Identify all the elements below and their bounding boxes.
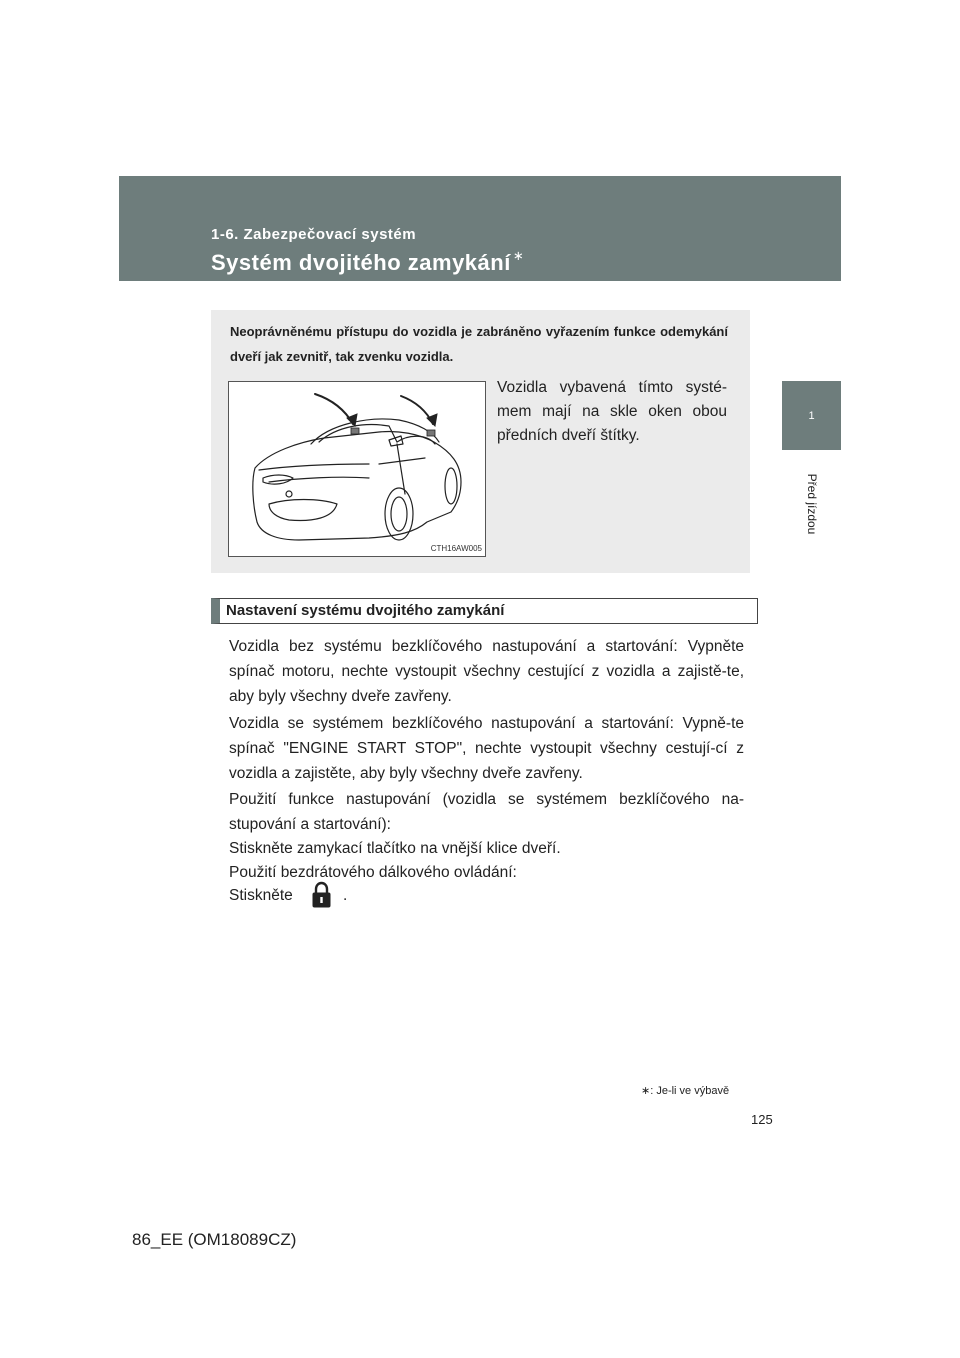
paragraph-smart-key: Vozidla se systémem bezklíčového nastupování a startování: Vypně-te spínač "ENGINE START STOP", nechte vystoupit všechny cestují-cí z vozidla a zajistěte, aby byly všechny dveře zavřeny. — [229, 715, 744, 782]
chapter-tab — [782, 381, 841, 450]
page-number: 125 — [751, 1112, 773, 1127]
paragraph-entry-function: Použití funkce nastupování (vozidla se systémem bezklíčového na-stupování a startování): — [229, 791, 744, 833]
chapter-number: 1 — [808, 409, 815, 422]
sub-heading — [211, 598, 758, 624]
lock-icon — [309, 880, 334, 910]
intro-box — [211, 310, 750, 573]
instruction-door-handle: Stiskněte zamykací tlačítko na vnější klice dveří. — [229, 840, 561, 857]
chapter-header — [119, 176, 841, 281]
instruction-remote-heading: Použití bezdrátového dálkového ovládání: — [229, 864, 517, 881]
instruction-press-word: Stiskněte — [229, 887, 293, 904]
car-illustration — [228, 381, 486, 557]
intro-text: Neoprávněnému přístupu do vozidla je zabráněno vyřazením funkce odemykání dveří jak zevnitř, tak zvenku vozidla. — [230, 324, 728, 364]
figure-note: Vozidla vybavená tímto systé-mem mají na skle oken obou předních dveří štítky. — [497, 379, 727, 444]
page-title — [211, 250, 524, 276]
footnote: ∗: Je-li ve výbavě — [641, 1085, 730, 1097]
sub-heading-text: Nastavení systému dvojitého zamykání — [226, 602, 505, 619]
figure-code: CTH16AW005 — [430, 544, 482, 553]
section-label: 1-6. Zabezpečovací systém — [211, 226, 417, 243]
optional-marker: ∗ — [512, 248, 525, 263]
chapter-label: Před jízdou — [805, 473, 819, 535]
paragraph-no-smart-key: Vozidla bez systému bezklíčového nastupování a startování: Vypněte spínač motoru, nechte vystoupit všechny cestující z vozidla a zajistě-te, aby byly všechny dveře zavřeny. — [229, 638, 744, 705]
manual-code: 86_EE (OM18089CZ) — [132, 1230, 297, 1249]
car-drawing — [229, 382, 485, 556]
instruction-press-end: . — [343, 887, 348, 904]
page-title-text: Systém dvojitého zamykání — [211, 250, 511, 275]
